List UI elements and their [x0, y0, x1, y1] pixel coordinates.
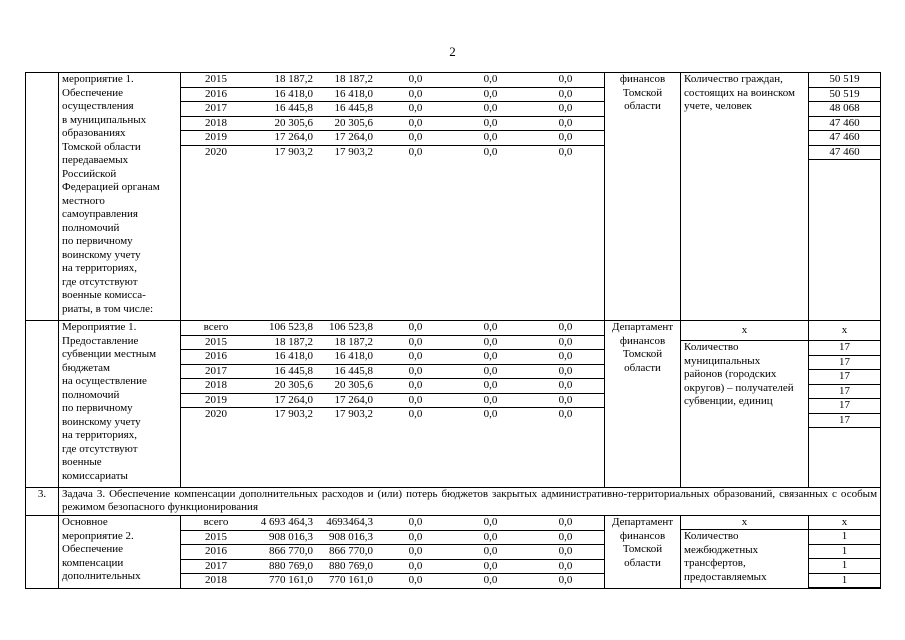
finance-year-cell: всего — [181, 516, 251, 530]
indicator-value-cell: 17 — [809, 413, 880, 428]
value-row — [809, 573, 880, 588]
finance-reg-cell: 0,0 — [408, 145, 423, 158]
finance-mun-cell: 0,0 — [455, 131, 526, 146]
finance-year-cell: 2019 — [181, 393, 251, 408]
finance-row — [181, 131, 605, 146]
block1-finance-cell — [181, 73, 605, 321]
block3-finance-cell — [181, 516, 605, 589]
finance-mun-cell: 0,0 — [483, 145, 498, 158]
finance-fed-cell: 16 418,0 — [316, 87, 376, 102]
finance-reg-cell: 0,0 — [376, 116, 455, 131]
finance-ext-cell: 0,0 — [526, 321, 605, 335]
finance-mun-cell: 0,0 — [455, 559, 526, 574]
finance-fed-cell: 18 187,2 — [316, 73, 376, 87]
finance-fed-cell: 866 770,0 — [316, 545, 376, 560]
finance-row — [181, 530, 605, 545]
finance-reg-cell: 0,0 — [408, 408, 423, 420]
finance-total-cell: 17 264,0 — [251, 393, 316, 408]
finance-mun-cell: 0,0 — [455, 116, 526, 131]
value-row — [809, 102, 880, 117]
indicator-value-cell: 17 — [809, 399, 880, 414]
block2-finance-cell — [181, 321, 605, 488]
finance-ext-cell: 0,0 — [526, 131, 605, 146]
finance-total-cell: 770 161,0 — [269, 574, 313, 586]
finance-ext-cell: 0,0 — [526, 379, 605, 394]
block3-indicator-x: x — [681, 516, 808, 530]
finance-ext-cell: 0,0 — [526, 73, 605, 87]
block1-number-cell — [26, 73, 59, 321]
finance-total-cell: 17 903,2 — [274, 408, 313, 420]
finance-mun-cell: 0,0 — [455, 87, 526, 102]
finance-reg-cell: 0,0 — [376, 131, 455, 146]
finance-reg-cell: 0,0 — [376, 545, 455, 560]
finance-row — [181, 559, 605, 574]
block3-indicator-cell — [681, 516, 809, 589]
finance-ext-cell: 0,0 — [526, 87, 605, 102]
finance-mun-cell: 0,0 — [455, 321, 526, 335]
finance-mun-cell: 0,0 — [483, 574, 498, 586]
finance-year-cell: 2018 — [181, 379, 251, 394]
finance-mun-cell: 0,0 — [455, 73, 526, 87]
indicator-value-cell: 1 — [809, 544, 880, 559]
finance-total-cell: 106 523,8 — [251, 321, 316, 335]
finance-reg-cell: 0,0 — [376, 102, 455, 117]
task3-row — [26, 488, 881, 516]
finance-row — [181, 116, 605, 131]
block3-event: Основное мероприятие 2. Обеспечение компенсации дополнительных — [59, 516, 181, 589]
finance-row — [181, 545, 605, 560]
finance-fed-cell: 17 903,2 — [334, 408, 373, 420]
finance-total-cell: 17 903,2 — [274, 145, 313, 158]
block2-number-cell — [26, 321, 59, 488]
program-table — [25, 72, 881, 589]
finance-total-cell: 866 770,0 — [251, 545, 316, 560]
finance-reg-cell: 0,0 — [376, 516, 455, 530]
finance-ext-cell: 0,0 — [526, 350, 605, 365]
finance-year-cell: 2020 — [205, 145, 227, 158]
finance-year-cell: 2020 — [205, 408, 227, 420]
value-row — [809, 399, 880, 414]
block1-row — [26, 73, 881, 321]
finance-total-cell: 16 445,8 — [251, 102, 316, 117]
value-row — [809, 341, 880, 355]
finance-reg-cell: 0,0 — [376, 321, 455, 335]
finance-reg-cell: 0,0 — [376, 559, 455, 574]
finance-reg-cell: 0,0 — [376, 379, 455, 394]
finance-total-cell: 20 305,6 — [251, 116, 316, 131]
finance-ext-cell: 0,0 — [526, 530, 605, 545]
finance-mun-cell: 0,0 — [455, 379, 526, 394]
indicator-value-cell: 47 460 — [809, 116, 880, 131]
finance-total-cell: 4 693 464,3 — [251, 516, 316, 530]
finance-mun-cell: 0,0 — [455, 350, 526, 365]
block2-indicator-cell — [681, 321, 809, 488]
task3-number: 3. — [26, 488, 59, 516]
finance-mun-cell: 0,0 — [455, 102, 526, 117]
value-row — [809, 413, 880, 428]
finance-ext-cell: 0,0 — [526, 516, 605, 530]
block2-event: Мероприятие 1. Предоставление субвенции местным бюджетам на осуществление полномочий по первичному воинскому учету на территориях, где отсутствуют военные комиссариаты — [59, 321, 181, 488]
finance-fed-cell: 17 264,0 — [316, 393, 376, 408]
finance-row — [181, 408, 605, 422]
block2-value-x: x — [809, 321, 880, 341]
block3-number-cell — [26, 516, 59, 589]
finance-year-cell: 2015 — [181, 73, 251, 87]
finance-reg-cell: 0,0 — [376, 393, 455, 408]
block2-row — [26, 321, 881, 488]
finance-total-cell: 20 305,6 — [251, 379, 316, 394]
finance-row — [181, 321, 605, 335]
page-number: 2 — [449, 44, 456, 59]
value-row — [809, 73, 880, 87]
block3-row — [26, 516, 881, 589]
finance-total-cell: 908 016,3 — [251, 530, 316, 545]
finance-row — [181, 73, 605, 87]
value-row — [809, 116, 880, 131]
block1-finance-table — [181, 73, 605, 159]
finance-year-cell: 2016 — [181, 545, 251, 560]
finance-row — [181, 393, 605, 408]
block2-indicator: Количество муниципальных районов (городских округов) – получателей субвенции, единиц — [684, 341, 794, 407]
block3-executor: Департамент финансов Томской области — [605, 516, 681, 589]
finance-fed-cell: 908 016,3 — [316, 530, 376, 545]
block1-values-table — [809, 73, 880, 160]
finance-ext-cell: 0,0 — [526, 364, 605, 379]
finance-row — [181, 350, 605, 365]
indicator-value-cell: 1 — [809, 573, 880, 588]
finance-mun-cell: 0,0 — [455, 530, 526, 545]
finance-ext-cell: 0,0 — [558, 145, 573, 158]
block1-values-cell — [809, 73, 881, 321]
indicator-value-cell: 17 — [809, 341, 880, 355]
finance-year-cell: всего — [181, 321, 251, 335]
finance-year-cell: 2016 — [181, 87, 251, 102]
block1-executor: финансов Томской области — [605, 73, 681, 321]
value-row — [809, 559, 880, 574]
block3-finance-table — [181, 516, 605, 588]
block3-value-x: x — [809, 516, 880, 530]
finance-mun-cell: 0,0 — [455, 364, 526, 379]
finance-reg-cell: 0,0 — [376, 73, 455, 87]
finance-ext-cell: 0,0 — [526, 545, 605, 560]
finance-ext-cell: 0,0 — [526, 102, 605, 117]
finance-year-cell: 2015 — [181, 530, 251, 545]
finance-fed-cell: 17 264,0 — [316, 131, 376, 146]
block1-event: мероприятие 1. Обеспечение осуществления в муниципальных образованиях Томской области передаваемых Российской Федерацией органам местного самоуправления полномочий по первичному воинскому учету на территориях, где отсутствуют военные комисса- риаты, в том числе: — [59, 73, 181, 321]
finance-year-cell: 2018 — [205, 574, 227, 586]
finance-row — [181, 379, 605, 394]
finance-reg-cell: 0,0 — [376, 364, 455, 379]
finance-year-cell: 2017 — [181, 559, 251, 574]
indicator-value-cell: 17 — [809, 370, 880, 385]
finance-reg-cell: 0,0 — [376, 87, 455, 102]
finance-total-cell: 18 187,2 — [251, 73, 316, 87]
indicator-value-cell: 17 — [809, 384, 880, 399]
block2-executor: Департамент финансов Томской области — [605, 321, 681, 488]
block2-values-cell — [809, 321, 881, 488]
finance-fed-cell: 16 418,0 — [316, 350, 376, 365]
finance-row — [181, 516, 605, 530]
finance-year-cell: 2019 — [181, 131, 251, 146]
finance-fed-cell: 106 523,8 — [316, 321, 376, 335]
finance-total-cell: 18 187,2 — [251, 335, 316, 350]
block2-values-table — [809, 341, 880, 428]
finance-row — [181, 102, 605, 117]
finance-row — [181, 574, 605, 588]
finance-fed-cell: 20 305,6 — [316, 379, 376, 394]
finance-fed-cell: 17 903,2 — [334, 145, 373, 158]
finance-mun-cell: 0,0 — [455, 335, 526, 350]
block3-indicator: Количество межбюджетных трансфертов, предоставляемых — [684, 530, 767, 583]
value-row — [809, 370, 880, 385]
finance-reg-cell: 0,0 — [408, 574, 423, 586]
indicator-value-cell: 1 — [809, 530, 880, 544]
task3-text: Задача 3. Обеспечение компенсации дополнительных расходов и (или) потерь бюджетов закрытых административно-территориальных образований, связанных с особым режимом безопасного функционирования — [59, 488, 881, 516]
finance-year-cell: 2017 — [181, 102, 251, 117]
finance-reg-cell: 0,0 — [376, 335, 455, 350]
block3-values-cell — [809, 516, 881, 589]
finance-total-cell: 16 418,0 — [251, 350, 316, 365]
finance-year-cell: 2017 — [181, 364, 251, 379]
finance-total-cell: 880 769,0 — [251, 559, 316, 574]
value-row — [809, 87, 880, 102]
finance-fed-cell: 16 445,8 — [316, 364, 376, 379]
finance-ext-cell: 0,0 — [526, 393, 605, 408]
finance-row — [181, 335, 605, 350]
block1-indicator: Количество граждан, состоящих на воинском учете, человек — [681, 73, 809, 321]
finance-mun-cell: 0,0 — [455, 545, 526, 560]
finance-mun-cell: 0,0 — [483, 408, 498, 420]
value-row — [809, 384, 880, 399]
finance-row — [181, 87, 605, 102]
indicator-value-cell: 47 460 — [809, 145, 880, 160]
finance-ext-cell: 0,0 — [558, 408, 573, 420]
block2-finance-table — [181, 321, 605, 422]
value-row — [809, 530, 880, 544]
finance-row — [181, 145, 605, 159]
finance-mun-cell: 0,0 — [455, 516, 526, 530]
finance-total-cell: 16 445,8 — [251, 364, 316, 379]
finance-ext-cell: 0,0 — [526, 116, 605, 131]
finance-fed-cell: 18 187,2 — [316, 335, 376, 350]
finance-fed-cell: 4693464,3 — [316, 516, 376, 530]
indicator-value-cell: 50 519 — [809, 73, 880, 87]
indicator-value-cell: 50 519 — [809, 87, 880, 102]
value-row — [809, 355, 880, 370]
indicator-value-cell: 48 068 — [809, 102, 880, 117]
finance-mun-cell: 0,0 — [455, 393, 526, 408]
finance-year-cell: 2016 — [181, 350, 251, 365]
finance-ext-cell: 0,0 — [526, 559, 605, 574]
indicator-value-cell: 47 460 — [809, 131, 880, 146]
finance-reg-cell: 0,0 — [376, 350, 455, 365]
value-row — [809, 131, 880, 146]
indicator-value-cell: 1 — [809, 559, 880, 574]
value-row — [809, 145, 880, 160]
finance-total-cell: 16 418,0 — [251, 87, 316, 102]
finance-ext-cell: 0,0 — [558, 574, 573, 586]
finance-fed-cell: 880 769,0 — [316, 559, 376, 574]
block2-indicator-x: x — [681, 321, 808, 341]
block3-values-table — [809, 530, 880, 588]
finance-reg-cell: 0,0 — [376, 530, 455, 545]
finance-fed-cell: 20 305,6 — [316, 116, 376, 131]
finance-ext-cell: 0,0 — [526, 335, 605, 350]
finance-year-cell: 2018 — [181, 116, 251, 131]
finance-year-cell: 2015 — [181, 335, 251, 350]
finance-fed-cell: 770 161,0 — [329, 574, 373, 586]
indicator-value-cell: 17 — [809, 355, 880, 370]
finance-fed-cell: 16 445,8 — [316, 102, 376, 117]
finance-total-cell: 17 264,0 — [251, 131, 316, 146]
value-row — [809, 544, 880, 559]
finance-row — [181, 364, 605, 379]
